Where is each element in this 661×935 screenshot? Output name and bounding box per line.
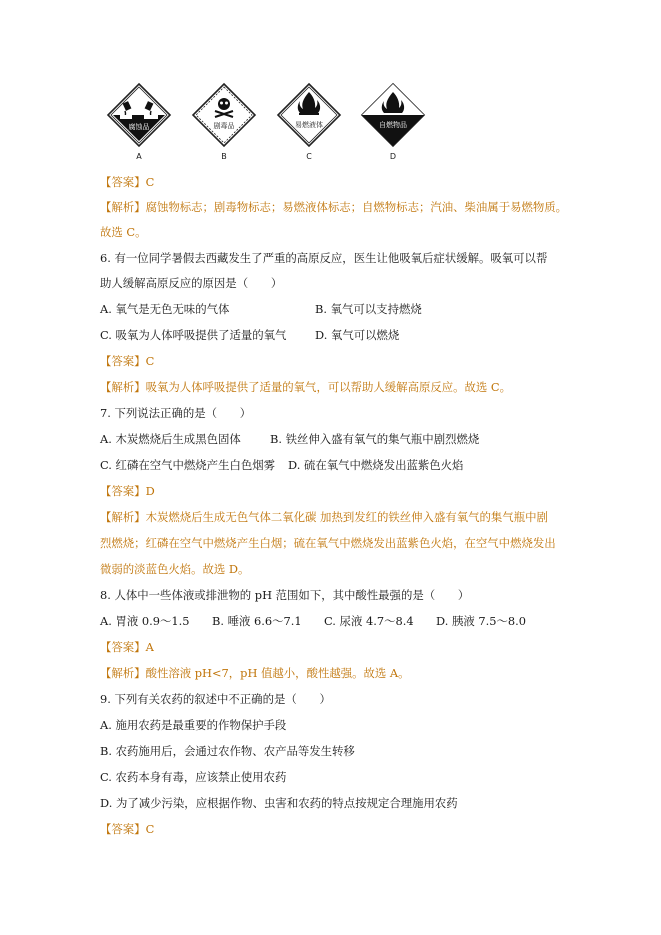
analysis-text: 酸性溶液 pH<7，pH 值越小，酸性越强。故选 A。 xyxy=(145,666,410,680)
skull-icon xyxy=(191,82,257,148)
analysis-text: 木炭燃烧后生成无色气体二氧化碳 加热到发红的铁丝伸入盛有氧气的集气瓶中剧 xyxy=(145,510,548,524)
q9-stem: 9. 下列有关农药的叙述中不正确的是（ ） xyxy=(100,692,331,706)
q5-analysis-cont: 故选 C。 xyxy=(100,225,147,239)
q8-stem: 8. 人体中一些体液或排泄物的 pH 范围如下，其中酸性最强的是（ ） xyxy=(100,588,470,602)
q6-option-a: A. 氧气是无色无味的气体 xyxy=(100,302,230,316)
answer-tag: 【答案】 xyxy=(100,354,146,368)
q7-analysis xyxy=(100,510,548,524)
q7-option-d: D. 硫在氧气中燃烧发出蓝紫色火焰 xyxy=(288,458,464,472)
analysis-tag: 【解析】 xyxy=(100,200,146,214)
sign-label: 自燃物品 xyxy=(379,121,407,129)
q8-option-a: A. 胃液 0.9～1.5 xyxy=(100,614,190,628)
q9-answer xyxy=(100,822,154,836)
answer-tag: 【答案】 xyxy=(100,640,146,654)
q7-option-c: C. 红磷在空气中燃烧产生白色烟雾 xyxy=(100,458,276,472)
answer-value: A xyxy=(145,640,154,654)
answer-value: C xyxy=(145,354,155,368)
q8-options xyxy=(100,614,526,628)
sign-letter: B xyxy=(221,152,227,161)
q6-options-row2 xyxy=(100,328,400,342)
q9-option-b: B. 农药施用后，会通过农作物、农产品等发生转移 xyxy=(100,744,355,758)
q6-analysis xyxy=(100,380,511,394)
flame-icon xyxy=(360,82,426,148)
sign-a xyxy=(106,82,172,168)
q7-option-a: A. 木炭燃烧后生成黑色固体 xyxy=(100,432,241,446)
q6-answer xyxy=(100,354,154,368)
sign-c xyxy=(276,82,342,168)
q5-analysis xyxy=(100,200,567,214)
analysis-text: 腐蚀物标志；剧毒物标志；易燃液体标志；自燃物标志；汽油、柴油属于易燃物质。 xyxy=(145,200,568,214)
sign-d xyxy=(360,82,426,168)
q7-answer xyxy=(100,484,155,498)
q9-option-a: A. 施用农药是最重要的作物保护手段 xyxy=(100,718,287,732)
q6-option-d: D. 氧气可以燃烧 xyxy=(315,328,400,342)
analysis-text: 吸氧为人体呼吸提供了适量的氧气，可以帮助人缓解高原反应。故选 C。 xyxy=(145,380,512,394)
answer-tag: 【答案】 xyxy=(100,822,146,836)
analysis-tag: 【解析】 xyxy=(100,666,146,680)
sign-label: 剧毒品 xyxy=(213,122,235,130)
q5-answer xyxy=(100,175,154,189)
sign-letter: D xyxy=(389,152,397,161)
q7-option-b: B. 铁丝伸入盛有氧气的集气瓶中剧烈燃烧 xyxy=(270,432,480,446)
answer-value: C xyxy=(145,822,155,836)
sign-label: 腐蚀品 xyxy=(128,123,150,131)
q8-option-c: C. 尿液 4.7～8.4 xyxy=(324,614,414,628)
flame-icon xyxy=(276,82,342,148)
answer-tag: 【答案】 xyxy=(100,484,146,498)
q9-option-d: D. 为了减少污染，应根据作物、虫害和农药的特点按规定合理施用农药 xyxy=(100,796,458,810)
answer-value: D xyxy=(145,484,155,498)
q6-option-b: B. 氧气可以支持燃烧 xyxy=(315,302,422,316)
answer-value: C xyxy=(145,175,155,189)
q6-option-c: C. 吸氧为人体呼吸提供了适量的氧气 xyxy=(100,328,287,342)
sign-label: 易燃液体 xyxy=(295,121,323,129)
q7-options-row2 xyxy=(100,458,464,472)
q8-analysis xyxy=(100,666,410,680)
sign-letter: C xyxy=(306,152,312,161)
q8-option-b: B. 唾液 6.6～7.1 xyxy=(212,614,302,628)
q8-answer xyxy=(100,640,154,654)
sign-letter: A xyxy=(136,152,142,161)
sign-b xyxy=(191,82,257,168)
q6-stem: 6. 有一位同学暑假去西藏发生了严重的高原反应，医生让他吸氧后症状缓解。吸氧可以帮 xyxy=(100,251,548,265)
q8-option-d: D. 胰液 7.5～8.0 xyxy=(436,614,526,628)
q7-analysis-cont: 烈燃烧；红磷在空气中燃烧产生白烟；硫在氧气中燃烧发出蓝紫色火焰，在空气中燃烧发出 xyxy=(100,536,556,550)
answer-tag: 【答案】 xyxy=(100,175,146,189)
hazard-signs xyxy=(100,82,440,168)
analysis-tag: 【解析】 xyxy=(100,380,146,394)
q7-stem: 7. 下列说法正确的是（ ） xyxy=(100,406,252,420)
q6-stem-cont: 助人缓解高原反应的原因是（ ） xyxy=(100,276,283,290)
q6-options-row1 xyxy=(100,302,422,316)
q7-options-row1 xyxy=(100,432,480,446)
q7-analysis-cont2: 微弱的淡蓝色火焰。故选 D。 xyxy=(100,562,250,576)
corrosive-icon xyxy=(106,82,172,148)
analysis-tag: 【解析】 xyxy=(100,510,146,524)
q9-option-c: C. 农药本身有毒，应该禁止使用农药 xyxy=(100,770,287,784)
